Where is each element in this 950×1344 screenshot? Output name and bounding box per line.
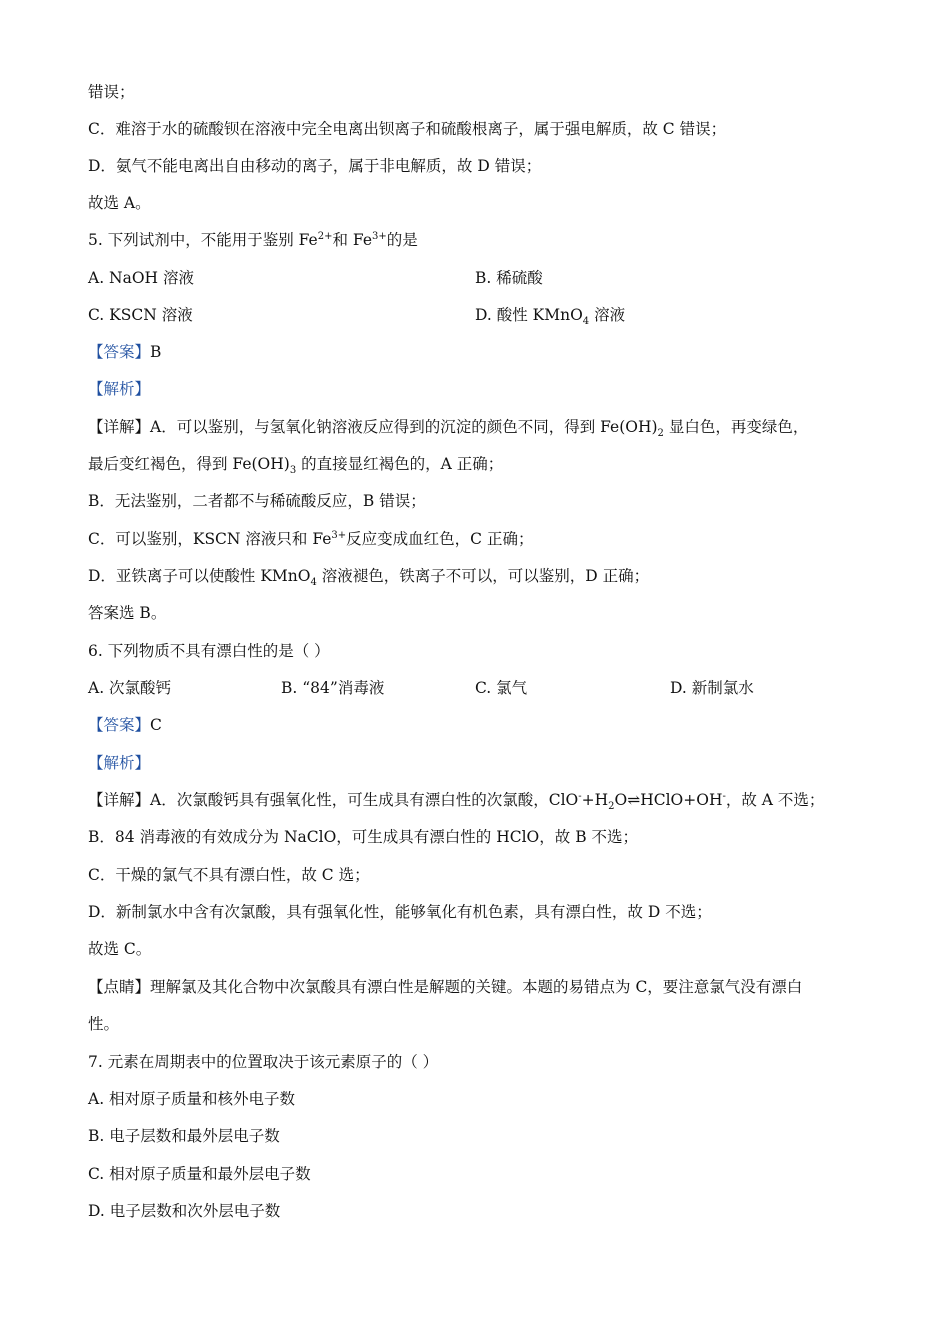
- option-a: A. 次氯酸钙: [88, 679, 172, 697]
- option-d: D. 新制氯水: [670, 679, 754, 697]
- option-b: B. 电子层数和最外层电子数: [88, 1127, 280, 1145]
- question-5-stem: 5. 下列试剂中，不能用于鉴别 $Fe^{2+}$和 $Fe^{3+}$的是: [88, 230, 418, 249]
- answer-line: 【答案】C: [88, 716, 162, 734]
- text-line: D．新制氯水中含有次氯酸，具有强氧化性，能够氧化有机色素，具有漂白性，故 D 不选；: [88, 903, 712, 921]
- option-b: B. “84”消毒液: [281, 679, 385, 697]
- option-c: C. KSCN 溶液: [88, 306, 193, 324]
- text-line: 故选 A。: [88, 194, 151, 212]
- answer-line: 【答案】B: [88, 343, 162, 361]
- answer-tag: 【答案】: [88, 343, 151, 361]
- text-line: 最后变红褐色，得到 $Fe(OH)_3$ 的直接显红褐色的，A 正确；: [88, 455, 504, 477]
- detail-line: 【详解】A．可以鉴别，与氢氧化钠溶液反应得到的沉淀的颜色不同，得到 $Fe(OH)_2$ 显白色，再变绿色，: [88, 418, 809, 440]
- option-a: A. NaOH 溶液: [88, 269, 195, 287]
- tip-tag: 【点睛】: [88, 978, 151, 996]
- question-6-stem: 6. 下列物质不具有漂白性的是（ ）: [88, 642, 330, 660]
- option-c: C. 氯气: [475, 679, 528, 697]
- text-line: 错误；: [88, 83, 135, 101]
- question-7-stem: 7. 元素在周期表中的位置取决于该元素原子的（ ）: [88, 1053, 439, 1071]
- tip-line: 【点睛】理解氯及其化合物中次氯酸具有漂白性是解题的关键。本题的易错点为 C，要注意氯气没有漂白: [88, 978, 803, 996]
- option-b: B. 稀硫酸: [475, 269, 543, 287]
- option-d: D. 酸性 KMnO$_4$ 溶液: [475, 306, 626, 328]
- text-line: 故选 C。: [88, 940, 152, 958]
- detail-tag: 【详解】: [88, 791, 151, 809]
- option-c: C. 相对原子质量和最外层电子数: [88, 1165, 311, 1183]
- analysis-line: [88, 378, 150, 400]
- option-a: A. 相对原子质量和核外电子数: [88, 1090, 296, 1108]
- text-line: 性。: [88, 1015, 120, 1033]
- text-line: B．84 消毒液的有效成分为 NaClO，可生成具有漂白性的 HClO，故 B 不选；: [88, 828, 639, 846]
- analysis-tag: 【解析】: [88, 380, 151, 398]
- detail-tag: 【详解】: [88, 418, 151, 436]
- text-line: C．难溶于水的硫酸钡在溶液中完全电离出钡离子和硫酸根离子，属于强电解质，故 C 错误；: [88, 120, 727, 138]
- detail-line: 【详解】A．次氯酸钙具有强氧化性，可生成具有漂白性的次氯酸，$ClO^-+H_2O\rightleftharpoons HClO+OH^-$，故 A 不选；: [88, 790, 825, 813]
- analysis-line: [88, 752, 150, 774]
- text-line: C．干燥的氯气不具有漂白性，故 C 选；: [88, 866, 370, 884]
- text-line: B．无法鉴别，二者都不与稀硫酸反应，B 错误；: [88, 492, 426, 510]
- analysis-tag: 【解析】: [88, 754, 151, 772]
- text-line: C．可以鉴别，KSCN 溶液只和 $Fe^{3+}$反应变成血红色，C 正确；: [88, 529, 534, 548]
- option-d: D. 电子层数和次外层电子数: [88, 1202, 281, 1220]
- answer-tag: 【答案】: [88, 716, 151, 734]
- text-line: D．氨气不能电离出自由移动的离子，属于非电解质，故 D 错误；: [88, 157, 542, 175]
- text-line: 答案选 B。: [88, 604, 167, 622]
- text-line: D．亚铁离子可以使酸性 KMnO$_4$ 溶液褪色，铁离子不可以，可以鉴别，D 正确；: [88, 567, 650, 589]
